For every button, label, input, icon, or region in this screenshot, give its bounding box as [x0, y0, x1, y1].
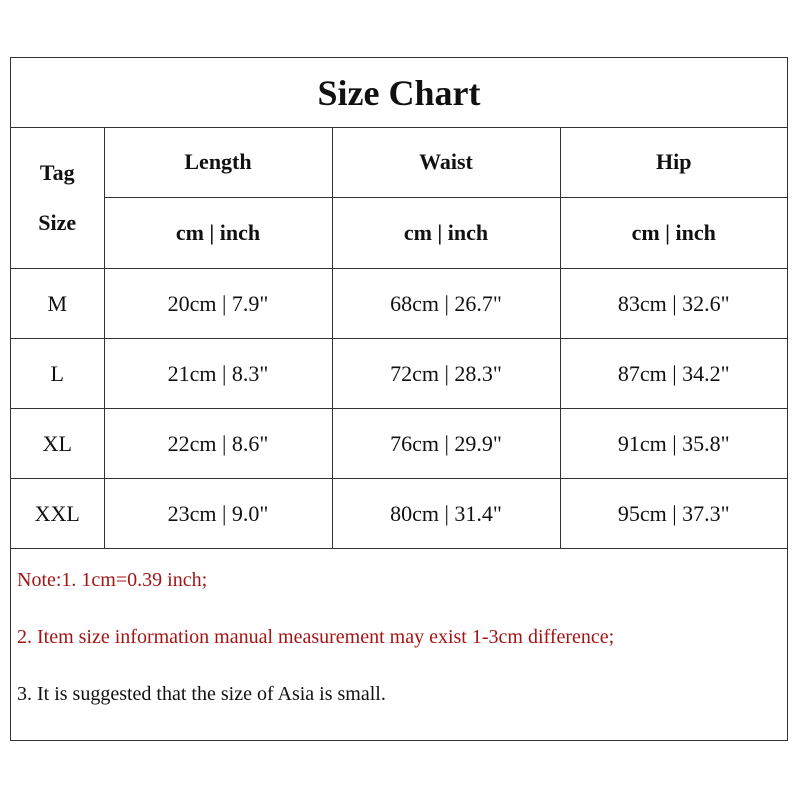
table-row: [11, 409, 787, 479]
note-2: 2. Item size information manual measurement may exist 1-3cm difference;: [17, 626, 615, 648]
size-chart-sheet: [10, 57, 788, 741]
column-header-waist: Waist: [332, 127, 560, 198]
notes-section: [11, 549, 787, 740]
column-header-hip: Hip: [560, 127, 787, 198]
length-cell: 21cm | 8.3": [104, 339, 332, 409]
column-header-length: Length: [104, 127, 332, 198]
size-cell: XXL: [11, 479, 104, 549]
size-cell: M: [11, 269, 104, 339]
tag-size-label-line1: Tag: [39, 159, 75, 185]
hip-cell: 95cm | 37.3": [560, 479, 787, 549]
length-cell: 22cm | 8.6": [104, 409, 332, 479]
length-cell: 20cm | 7.9": [104, 269, 332, 339]
tag-size-label-line2: Size: [38, 209, 77, 235]
table-header-row: [11, 127, 787, 198]
note-1: Note:1. 1cm=0.39 inch;: [17, 569, 208, 591]
note-3: 3. It is suggested that the size of Asia is small.: [17, 683, 386, 705]
waist-cell: 68cm | 26.7": [332, 269, 560, 339]
size-cell: XL: [11, 409, 104, 479]
hip-cell: 87cm | 34.2": [560, 339, 787, 409]
size-table: [11, 127, 787, 549]
hip-cell: 91cm | 35.8": [560, 409, 787, 479]
tag-size-header: [11, 127, 104, 269]
table-unit-row: [11, 198, 787, 269]
unit-label-hip: cm | inch: [560, 198, 787, 269]
waist-cell: 72cm | 28.3": [332, 339, 560, 409]
table-row: [11, 269, 787, 339]
unit-label-length: cm | inch: [104, 198, 332, 269]
size-cell: L: [11, 339, 104, 409]
waist-cell: 76cm | 29.9": [332, 409, 560, 479]
page-title: Size Chart: [11, 58, 787, 128]
hip-cell: 83cm | 32.6": [560, 269, 787, 339]
table-row: [11, 339, 787, 409]
table-row: [11, 479, 787, 549]
waist-cell: 80cm | 31.4": [332, 479, 560, 549]
unit-label-waist: cm | inch: [332, 198, 560, 269]
length-cell: 23cm | 9.0": [104, 479, 332, 549]
